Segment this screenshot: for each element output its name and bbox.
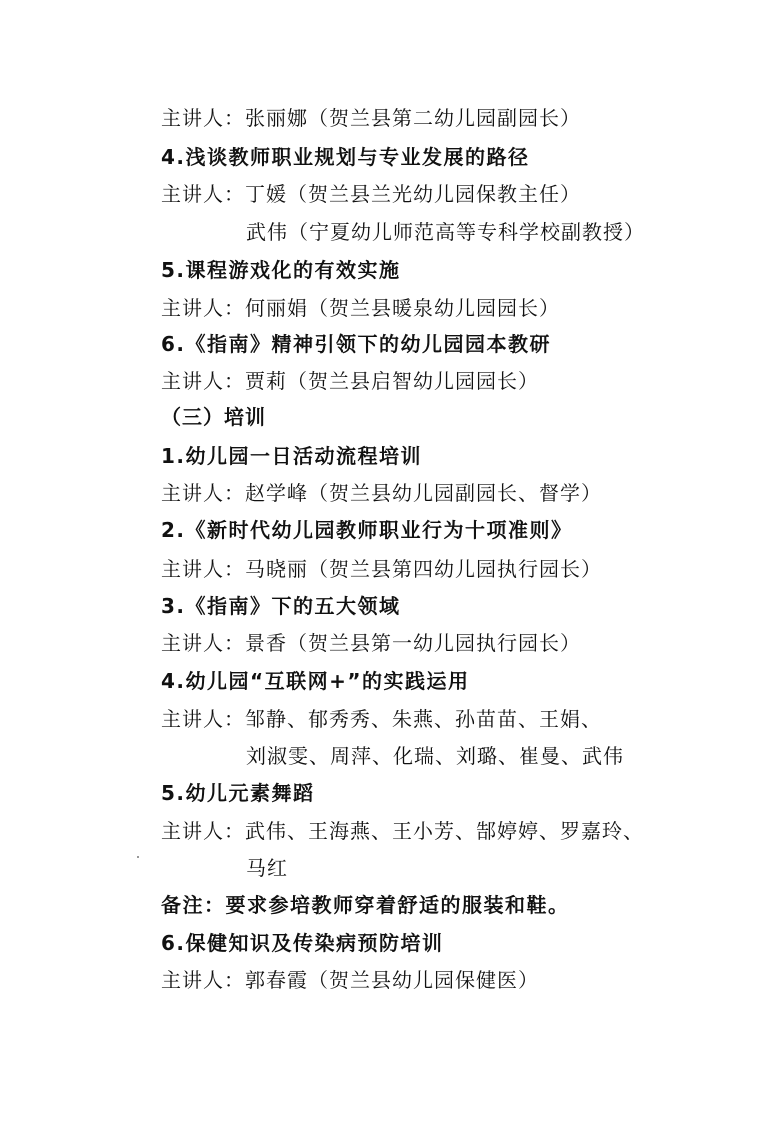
speaker-line: 主讲人：贾莉（贺兰县启智幼儿园园长） [161, 369, 539, 393]
topic-title: 4.浅谈教师职业规划与专业发展的路径 [161, 145, 530, 169]
topic-title: 5.幼儿元素舞蹈 [161, 781, 315, 805]
speaker-line: 主讲人：邹静、郁秀秀、朱燕、孙苗苗、王娟、 [161, 707, 602, 731]
topic-title: 6.保健知识及传染病预防培训 [161, 931, 444, 955]
speaker-line: 主讲人：何丽娟（贺兰县暖泉幼儿园园长） [161, 296, 560, 320]
speaker-continuation: 刘淑雯、周萍、化瑞、刘璐、崔曼、武伟 [246, 744, 624, 768]
topic-title: 3.《指南》下的五大领域 [161, 594, 401, 618]
speaker-line: 主讲人：张丽娜（贺兰县第二幼儿园副园长） [161, 106, 581, 130]
topic-title: 1.幼儿园一日活动流程培训 [161, 444, 423, 468]
topic-title: 5.课程游戏化的有效实施 [161, 258, 401, 282]
section-heading: （三）培训 [161, 405, 266, 429]
speaker-line: 主讲人：郭春霞（贺兰县幼儿园保健医） [161, 968, 539, 992]
speaker-line: 主讲人：武伟、王海燕、王小芳、郜婷婷、罗嘉玲、 [161, 819, 644, 843]
speaker-continuation: 马红 [246, 856, 288, 880]
speaker-line: 主讲人：丁媛（贺兰县兰光幼儿园保教主任） [161, 182, 581, 206]
topic-title: 6.《指南》精神引领下的幼儿园园本教研 [161, 332, 552, 356]
scan-speck [137, 856, 139, 858]
speaker-line: 主讲人：赵学峰（贺兰县幼儿园副园长、督学） [161, 481, 602, 505]
speaker-line: 主讲人：马晓丽（贺兰县第四幼儿园执行园长） [161, 557, 602, 581]
topic-title: 2.《新时代幼儿园教师职业行为十项准则》 [161, 518, 573, 542]
topic-title: 4.幼儿园“互联网+”的实践运用 [161, 669, 470, 693]
speaker-continuation: 武伟（宁夏幼儿师范高等专科学校副教授） [246, 220, 645, 244]
speaker-line: 主讲人：景香（贺兰县第一幼儿园执行园长） [161, 631, 581, 655]
note-line: 备注：要求参培教师穿着舒适的服装和鞋。 [161, 893, 570, 917]
